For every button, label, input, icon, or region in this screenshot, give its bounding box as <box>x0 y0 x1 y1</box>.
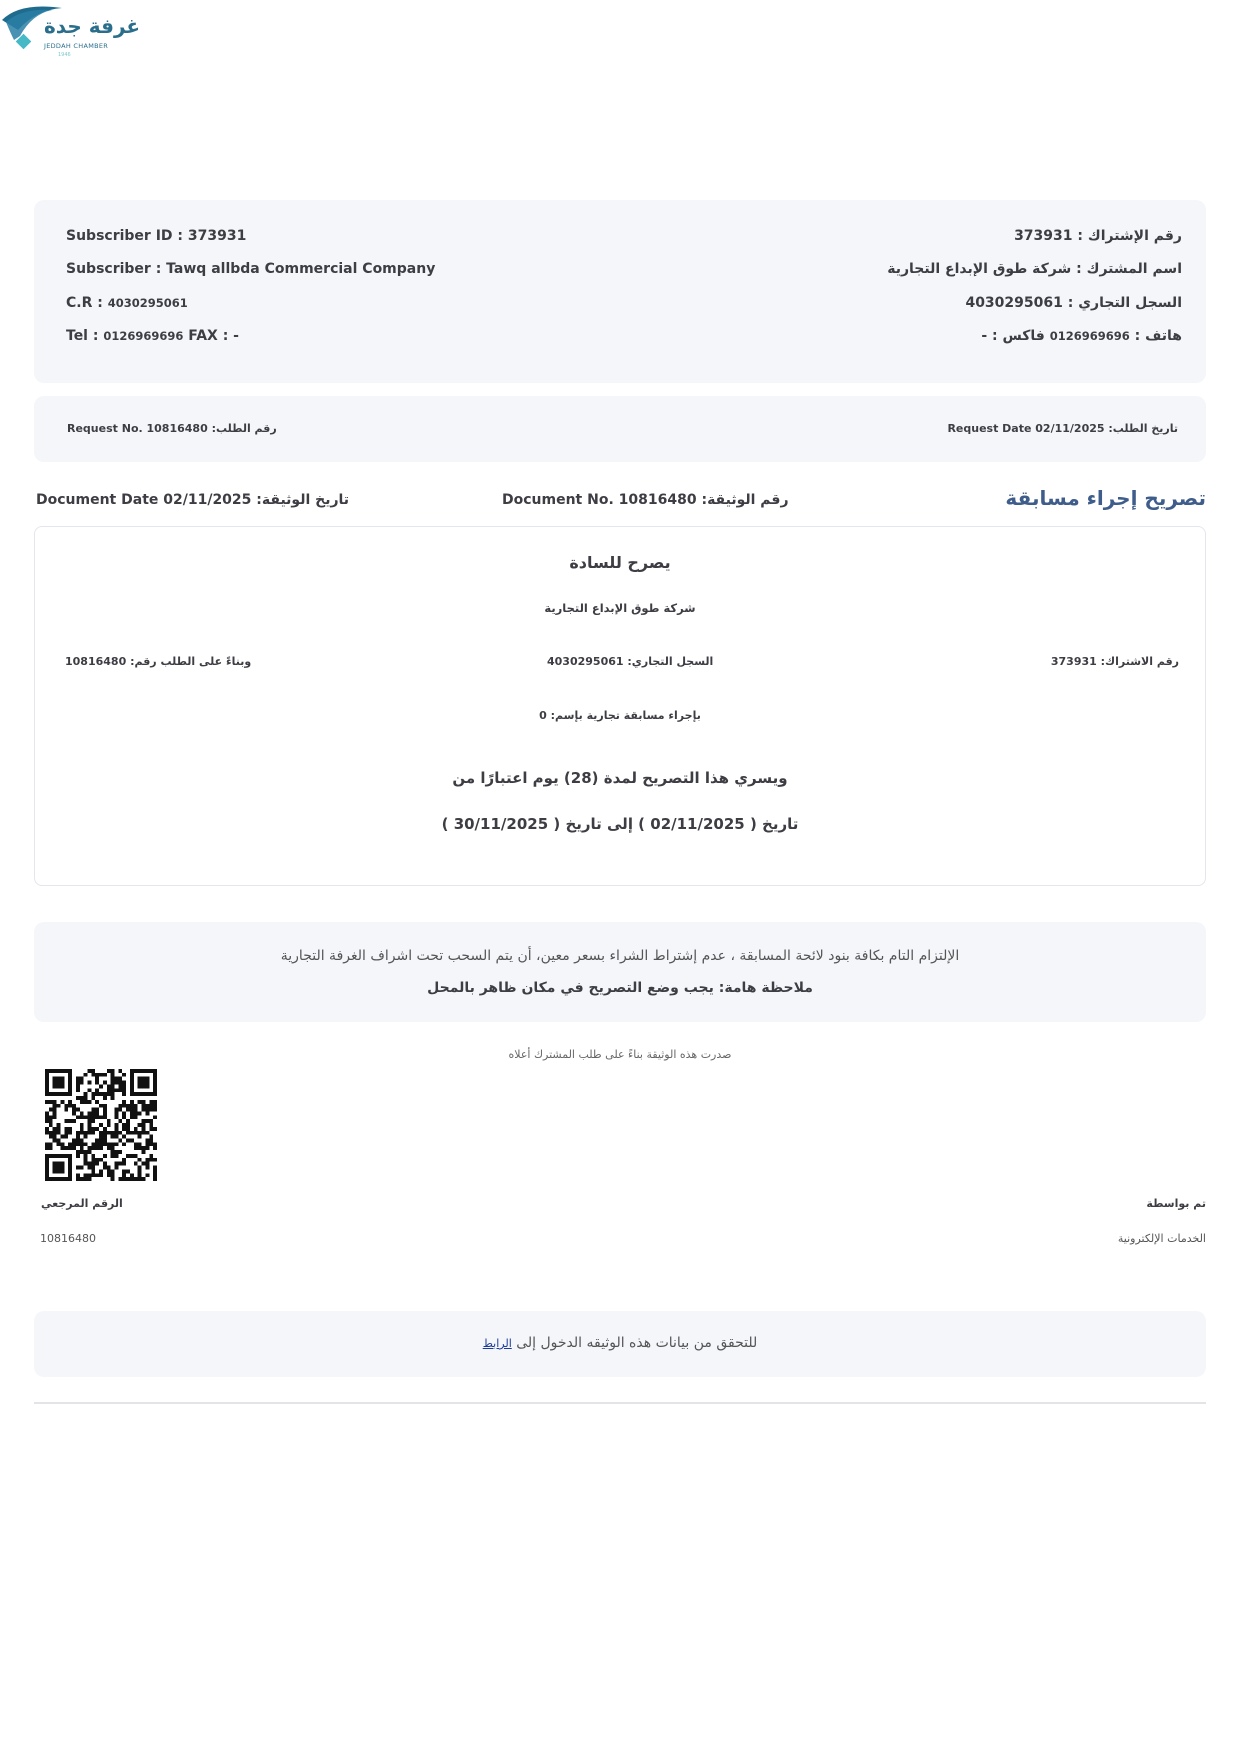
issued-note: صدرت هذه الوثيقة بناءً على طلب المشترك أعلاه <box>508 1048 732 1061</box>
tel-value-en: 0126969696 <box>103 329 184 343</box>
request-date: Request Date 02/11/2025 :تاريخ الطلب <box>947 422 1178 435</box>
subscriber-card <box>34 200 1206 383</box>
document-number: Document No. 10816480 :رقم الوثيقة <box>502 492 789 508</box>
tel-label-ar: هاتف : <box>1134 328 1182 344</box>
document-date: Document Date 02/11/2025 :تاريخ الوثيقة <box>36 492 350 508</box>
company-name: شركة طوق الإبداع التجارية <box>544 601 696 615</box>
cr-label-en: C.R : <box>66 295 103 311</box>
qr-code-icon <box>45 1069 157 1181</box>
verify-link[interactable]: الرابط <box>482 1337 512 1350</box>
request-reference: وبناءً على الطلب رقم: 10816480 <box>65 655 252 668</box>
issued-by-value: الخدمات الإلكترونية <box>1117 1232 1206 1245</box>
tel-value-ar: 0126969696 <box>1049 329 1130 343</box>
validity-text: ويسري هذا التصريح لمدة (28) يوم اعتبارًا من <box>452 769 788 787</box>
declaration-box <box>34 526 1206 886</box>
logo-year: 1946 <box>58 52 71 58</box>
notes-conditions: الإلتزام التام بكافة بنود لائحة المسابقة ، عدم إشتراط الشراء بسعر معين، أن يتم السحب تحت اشراف الغرفة التجارية <box>280 948 960 964</box>
logo-english-text: JEDDAH CHAMBER <box>44 42 109 50</box>
notes-card <box>34 922 1206 1022</box>
declaration-heading: يصرح للسادة <box>569 553 671 572</box>
validity-period: تاريخ ( 02/11/2025 ) إلى تاريخ ( 30/11/2025 ) <box>441 815 799 833</box>
competition-name: بإجراء مسابقة تجارية بإسم: 0 <box>539 709 701 722</box>
logo-arabic-text: غرفة جدة <box>44 14 141 38</box>
footer-divider <box>34 1402 1206 1404</box>
notes-important: ملاحظة هامة: يجب وضع التصريح في مكان ظاهر بالمحل <box>427 980 813 996</box>
commercial-register: السجل التجاري: 4030295061 <box>547 655 714 668</box>
subscription-number: رقم الاشتراك: 373931 <box>1050 655 1179 668</box>
subscriber-cr-ar: السجل التجاري : 4030295061 <box>965 295 1182 311</box>
request-number: Request No. 10816480 :رقم الطلب <box>67 422 277 435</box>
subscriber-id-en: Subscriber ID : 373931 <box>66 228 247 244</box>
tel-label-en: Tel : <box>66 328 99 344</box>
subscriber-name-ar: اسم المشترك : شركة طوق الإبداع التجارية <box>887 261 1182 277</box>
cr-value-en: 4030295061 <box>107 296 188 310</box>
subscriber-contact-en <box>66 328 239 344</box>
fax-ar: فاكس : - <box>981 328 1045 344</box>
subscriber-id-ar: رقم الإشتراك : 373931 <box>1014 228 1182 244</box>
jeddah-chamber-logo <box>0 0 141 70</box>
verify-card <box>34 1311 1206 1377</box>
subscriber-cr-en <box>66 295 188 311</box>
subscriber-name-en: Subscriber : Tawq allbda Commercial Company <box>66 261 436 277</box>
subscriber-contact-ar <box>981 328 1182 344</box>
verify-line <box>34 1335 1206 1351</box>
fax-label-en: FAX : - <box>188 328 239 344</box>
issued-by-label: تم بواسطة <box>1146 1197 1206 1210</box>
reference-label: الرقم المرجعي <box>41 1197 123 1210</box>
document-title: تصريح إجراء مسابقة <box>1005 486 1206 510</box>
request-card <box>34 396 1206 462</box>
reference-value: 10816480 <box>40 1232 96 1245</box>
verify-text: للتحقق من بيانات هذه الوثيقه الدخول إلى <box>516 1335 758 1351</box>
